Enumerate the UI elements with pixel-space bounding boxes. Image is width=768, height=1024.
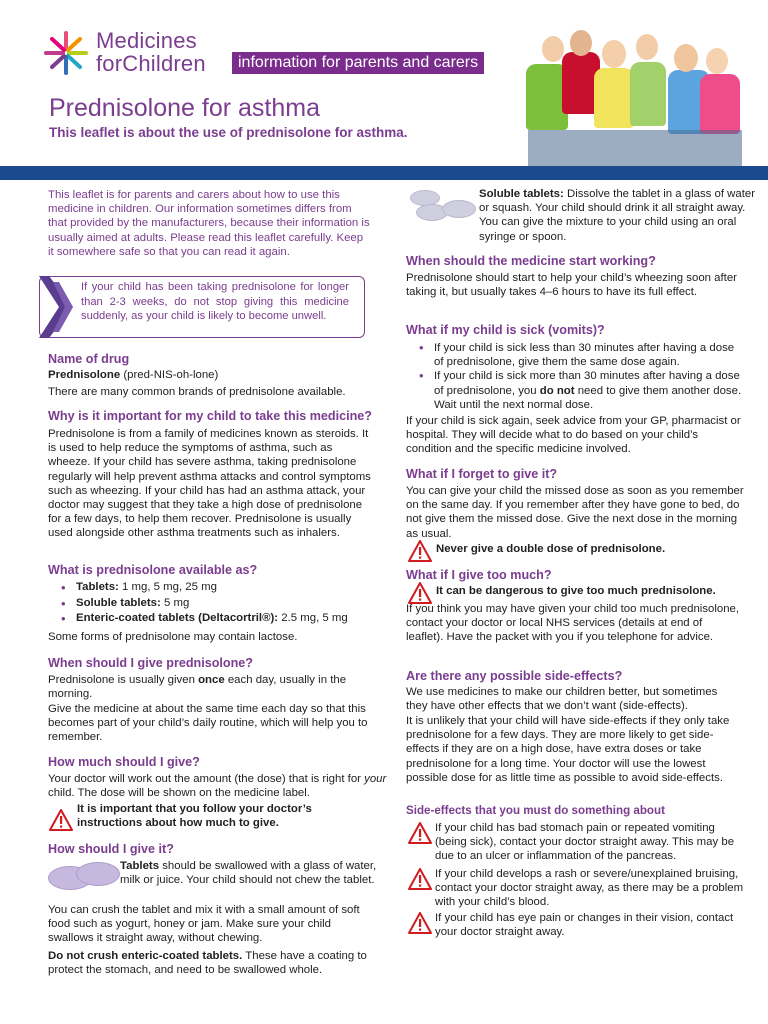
- drug-pronunciation: (pred-NIS-oh-lone): [120, 369, 219, 381]
- section-heading: When should I give prednisolone?: [48, 656, 254, 670]
- lactose-note: Some forms of prednisolone may contain lactose.: [48, 631, 298, 643]
- callout-box: [39, 276, 365, 338]
- too-much-text: If you think you may have given your child too much prednisolone, contact your doctor or local NHS services (details at end of leaflet). Have the packet with you if you telephone for advice.: [406, 603, 740, 644]
- soluble-tablets-image: [410, 190, 478, 224]
- list-item: • If your child is sick more than 30 minutes after having a dose of prednisolone, you do not need to give them another dose. Wait until the next normal dose.: [406, 369, 746, 412]
- forget-warning: Never give a double dose of prednisolone.: [436, 543, 666, 555]
- side-effects-p2: It is unlikely that your child will have side-effects if they only take prednisolone for a few days. They are more likely to get side-effects if they are on a high dose, have extra doses or take prednisolone for a long time. Your doctor will use the lowest possible dose for as little time as possible to avoid side-effects.: [406, 715, 730, 784]
- crush-text: You can crush the tablet and mix it with a small amount of soft food such as yogurt, honey or jam. Make sure your child swallows it straight away, without chewing.: [48, 904, 360, 945]
- drug-name: Prednisolone: [48, 369, 121, 381]
- section-heading: Are there any possible side-effects?: [406, 669, 623, 683]
- page-subtitle: This leaflet is about the use of prednisolone for asthma.: [49, 125, 408, 140]
- section-heading: Why is it important for my child to take this medicine?: [48, 409, 372, 423]
- warning-icon: [49, 809, 73, 831]
- side-effects-p1: We use medicines to make our children better, but sometimes they have other effects that we don’t want (side-effects).: [406, 686, 718, 713]
- chevron-right-icon: [39, 276, 75, 338]
- warning-icon: [408, 868, 432, 890]
- header-divider: [0, 166, 768, 180]
- list-item: • Enteric-coated tablets (Deltacortril®): 2.5 mg, 5 mg: [48, 611, 378, 627]
- section-heading: What if I forget to give it?: [406, 467, 558, 481]
- forget-text: You can give your child the missed dose as soon as you remember on the same day. If you remember after they have gone to bed, do not give them the missed dose. Give the next dose in the morning as usual.: [406, 485, 744, 540]
- when-give-p2: Give the medicine at about the same time each day so that this becomes part of your child’s daily routine, which will help you to remember.: [48, 703, 368, 744]
- enteric-text: Do not crush enteric-coated tablets. These have a coating to protect the stomach, and need to be swallowed whole.: [48, 950, 367, 977]
- drug-brands: There are many common brands of prednisolone available.: [48, 386, 346, 398]
- available-list: [48, 580, 378, 627]
- side-effects-subheading: Side-effects that you must do something about: [406, 804, 665, 817]
- tablets-text: Tablets should be swallowed with a glass of water, milk or juice. Your child should not chew the tablet.: [120, 860, 377, 887]
- sick-list: [406, 341, 746, 412]
- side-effect-warning-3: If your child has eye pain or changes in their vision, contact your doctor straight away.: [435, 912, 734, 939]
- list-item: • If your child is sick less than 30 minutes after having a dose of prednisolone, give them the same dose again.: [406, 341, 746, 369]
- warning-icon: [408, 582, 432, 604]
- logo-mark-icon: [38, 27, 94, 79]
- page-title: Prednisolone for asthma: [49, 94, 320, 122]
- section-heading: How much should I give?: [48, 755, 200, 769]
- side-effect-warning-1: If your child has bad stomach pain or repeated vomiting (being sick), contact your doctor straight away. This may be due to an ulcer or inflammation of the pancreas.: [435, 822, 735, 863]
- list-item: • Soluble tablets: 5 mg: [48, 596, 378, 612]
- too-much-warning: It can be dangerous to give too much prednisolone.: [436, 585, 716, 597]
- section-heading: What if my child is sick (vomits)?: [406, 323, 605, 337]
- logo-text-forchildren: forChildren: [96, 51, 206, 76]
- section-heading: When should the medicine start working?: [406, 254, 656, 268]
- list-item: • Tablets: 1 mg, 5 mg, 25 mg: [48, 580, 378, 596]
- how-much-warning: It is important that you follow your doctor’s instructions about how much to give.: [77, 803, 312, 830]
- when-give-p1: Prednisolone is usually given once each day, usually in the morning.: [48, 674, 347, 701]
- logo-text-medicines: Medicines: [96, 28, 197, 53]
- section-heading: What is prednisolone available as?: [48, 563, 258, 577]
- intro-text: This leaflet is for parents and carers about how to use this medicine in children. Our information sometimes differs from that provided by the manufacturers, because their information is usually aimed at adults. Please read this leaflet carefully. Keep it somewhere safe so that you can read it again.: [48, 189, 370, 258]
- warning-icon: [408, 912, 432, 934]
- warning-icon: [408, 540, 432, 562]
- why-text: Prednisolone is from a family of medicines known as steroids. It is used to help reduce the symptoms of asthma, such as wheeze. If your child has severe asthma, taking prednisolone regularly will help prevent asthma attacks and control symptoms such as wheezing. If your child has had an asthma attack, your doctor may suggest that they take a high dose of prednisolone for a few days, to help them recover. Prednisolone is usually used alongside other asthma treatments such as inhalers.: [48, 428, 371, 540]
- sick-text: If your child is sick again, seek advice from your GP, pharmacist or hospital. They will decide what to do based on your child’s condition and the specific medicine involved.: [406, 415, 741, 456]
- warning-icon: [408, 822, 432, 844]
- logo: [38, 27, 238, 79]
- tablets-image: [48, 858, 120, 894]
- section-heading: How should I give it?: [48, 842, 174, 856]
- callout-text: If your child has been taking prednisolone for longer than 2-3 weeks, do not stop giving this medicine suddenly, as your child is likely to become unwell.: [81, 281, 349, 323]
- start-working-text: Prednisolone should start to help your child’s wheezing soon after taking it, but usually takes 4–6 hours to have its full effect.: [406, 272, 737, 299]
- soluble-text: Soluble tablets: Dissolve the tablet in a glass of water or squash. Your child should drink it all straight away. You can give the mixture to your child using an oral syringe or spoon.: [479, 188, 756, 243]
- drug-name-line: [48, 368, 218, 382]
- header-banner: information for parents and carers: [232, 52, 484, 74]
- side-effect-warning-2: If your child develops a rash or severe/unexplained bruising, contact your doctor straight away, as there may be a problem with your child’s blood.: [435, 868, 744, 909]
- children-photo: [522, 30, 746, 166]
- how-much-text: Your doctor will work out the amount (the dose) that is right for your child. The dose will be shown on the medicine label.: [48, 773, 387, 800]
- section-heading: What if I give too much?: [406, 568, 552, 582]
- section-heading: Name of drug: [48, 352, 130, 366]
